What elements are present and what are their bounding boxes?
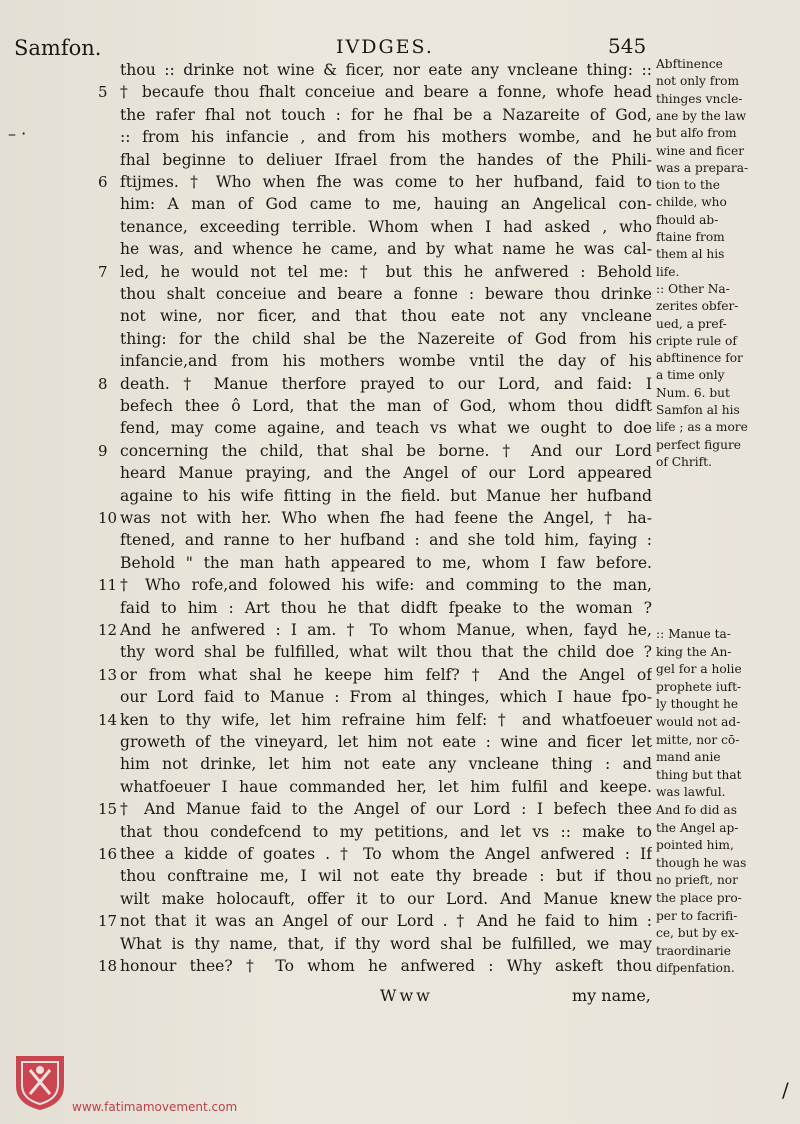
margin-note-line: :: Other Na-: [656, 281, 730, 296]
text-line: our Lord faid to Manue : From al thinges, which I haue fpo-: [120, 688, 652, 707]
margin-note-line: tion to the: [656, 178, 720, 193]
verse-number: 9: [98, 441, 108, 460]
corner-mark: /: [782, 1078, 789, 1102]
page-number: 545: [608, 34, 647, 58]
running-head-book: IVDGES.: [336, 36, 434, 58]
margin-note-line: Num. 6. but: [656, 385, 730, 400]
margin-note-line: difpenfation.: [656, 961, 735, 976]
verse-number: 8: [98, 374, 108, 393]
text-line: † Who rofe,and folowed his wife: and comming to the man,: [120, 576, 652, 595]
catchword: my name,: [572, 986, 651, 1005]
text-line: him not drinke, let him not eate any vncleane thing : and: [120, 755, 652, 774]
text-line: wilt make holocauft, offer it to our Lord. And Manue knew: [120, 889, 652, 908]
margin-note-line: Samfon al his: [656, 403, 740, 417]
margin-note-line: fhould ab-: [656, 212, 719, 227]
keys-shield-icon: [12, 1052, 68, 1112]
text-line: concerning the child, that shal be borne. † And our Lord: [120, 441, 652, 460]
margin-note-line: ly thought he: [656, 697, 739, 712]
margin-note-line: ce, but by ex-: [656, 926, 739, 941]
margin-note-line: king the An-: [656, 644, 732, 659]
signature-mark: Www: [380, 986, 433, 1005]
text-line: faid to him : Art thou he that didft fpeake to the woman ?: [120, 598, 652, 617]
verse-number: 12: [98, 621, 118, 639]
verse-number: 7: [98, 262, 108, 281]
margin-note-line: ftaine from: [656, 230, 725, 244]
margin-note-line: ued, a pref-: [656, 316, 727, 331]
text-line: fend, may come againe, and teach vs what we ought to doe: [120, 419, 652, 438]
text-line: thou shalt conceiue and beare a fonne : beware thou drinke: [120, 285, 652, 303]
text-line: ftijmes. † Who when fhe was come to her hufband, faid to: [120, 173, 652, 191]
margin-note-line: was a prepara-: [656, 160, 749, 175]
text-line: not wine, nor ficer, and that thou eate not any vncleane: [120, 307, 652, 326]
verse-number: 15: [98, 800, 118, 819]
text-line: ken to thy wife, let him refraine him felf: † and whatfoeuer: [120, 710, 652, 729]
text-line: thou conftraine me, I wil not eate thy breade : but if thou: [120, 867, 652, 886]
margin-note-line: mand anie: [656, 750, 721, 765]
text-line: not that it was an Angel of our Lord . † And he faid to him :: [120, 912, 652, 931]
verse-number: 10: [98, 509, 118, 527]
margin-note-line: them al his: [656, 247, 725, 262]
margin-note-line: but alfo from: [656, 126, 737, 141]
text-line: † And Manue faid to the Angel of our Lord : I befech thee: [120, 800, 652, 819]
text-line: fhal beginne to deliuer Ifrael from the handes of the Phili-: [120, 150, 652, 169]
margin-note-line: :: Manue ta-: [656, 627, 731, 641]
text-line: groweth of the vineyard, let him not eate : wine and ficer let: [120, 733, 652, 751]
margin-note-line: the Angel ap-: [656, 820, 739, 835]
verse-number: 13: [98, 665, 118, 684]
text-line: death. † Manue therfore prayed to our Lord, and faid: I: [120, 374, 652, 393]
margin-note-line: the place pro-: [656, 891, 742, 905]
margin-note-line: perfect figure: [656, 437, 741, 452]
text-line: he was, and whence he came, and by what name he was cal-: [120, 240, 652, 259]
text-line: thee a kidde of goates . † To whom the Angel anfwered : If: [120, 845, 652, 863]
text-line: thy word shal be fulfilled, what wilt thou that the child doe ?: [120, 643, 652, 662]
margin-note-line: was lawful.: [656, 785, 726, 800]
verse-number: 5: [98, 83, 108, 102]
text-line: that thou condefcend to my petitions, and let vs :: make to: [120, 822, 652, 841]
verse-number: 11: [98, 576, 118, 595]
text-line: thou :: drinke not wine & ficer, nor eate any vncleane thing: ::: [120, 61, 652, 79]
text-line: whatfoeuer I haue commanded her, let him fulfil and keepe.: [120, 777, 652, 796]
text-line: was not with her. Who when fhe had feene the Angel, † ha-: [120, 509, 652, 527]
website-watermark: www.fatimamovement.com: [72, 1100, 238, 1114]
margin-note-line: would not ad-: [656, 715, 741, 729]
margin-note-line: childe, who: [656, 195, 727, 210]
margin-note-line: of Chrift.: [656, 454, 712, 469]
margin-note-line: mitte, nor cō-: [656, 732, 740, 747]
margin-note-line: gel for a holie: [656, 662, 742, 677]
text-line: thing: for the child shal be the Nazereite of God from his: [120, 329, 652, 348]
margin-note-line: abftinence for: [656, 351, 743, 366]
margin-note-line: Abftinence: [656, 57, 723, 71]
margin-note-line: prophete iuft-: [656, 679, 742, 694]
text-line: tenance, exceeding terrible. Whom when I had asked , who: [120, 217, 652, 236]
verse-number: 16: [98, 845, 118, 863]
text-line: the rafer fhal not touch : for he fhal be a Nazareite of God,: [120, 105, 652, 124]
margin-note-line: pointed him,: [656, 838, 734, 853]
running-head-left: Samfon.: [14, 36, 102, 60]
verse-number: 6: [98, 173, 108, 191]
text-line: him: A man of God came to me, hauing an Angelical con-: [120, 195, 652, 214]
text-line: befech thee ô Lord, that the man of God, whom thou didft: [120, 397, 652, 415]
margin-note-line: thing but that: [656, 767, 742, 782]
text-line: againe to his wife fitting in the field. but Manue her hufband: [120, 486, 652, 505]
verse-number: 14: [98, 710, 118, 729]
text-line: heard Manue praying, and the Angel of our Lord appeared: [120, 464, 652, 483]
text-line: :: from his infancie , and from his mothers wombe, and he: [120, 128, 652, 147]
verse-number: 18: [98, 957, 118, 975]
text-line: Behold " the man hath appeared to me, whom I faw before.: [120, 553, 652, 572]
margin-note-line: ane by the law: [656, 108, 747, 123]
text-line: What is thy name, that, if thy word shal be fulfilled, we may: [120, 934, 652, 953]
text-line: honour thee? † To whom he anfwered : Why askeft thou: [120, 957, 652, 975]
margin-note-line: zerites obfer-: [656, 299, 739, 314]
margin-note-line: wine and ficer: [656, 143, 745, 158]
margin-note-line: life.: [656, 264, 680, 279]
margin-note-line: though he was: [656, 855, 747, 870]
margin-note-line: per to facrifi-: [656, 908, 738, 923]
fatima-movement-logo: [12, 1052, 68, 1112]
margin-mark: – ·: [8, 124, 27, 143]
verse-number: 17: [98, 912, 118, 931]
margin-note-line: thinges vncle-: [656, 91, 743, 106]
text-line: † becaufe thou fhalt conceiue and beare a fonne, whofe head: [120, 83, 652, 102]
text-line: or from what shal he keepe him felf? † And the Angel of: [120, 665, 652, 684]
text-line: And he anfwered : I am. † To whom Manue, when, fayd he,: [120, 621, 652, 639]
text-line: infancie,and from his mothers wombe vntil the day of his: [120, 352, 652, 371]
margin-note-line: no prieft, nor: [656, 873, 738, 888]
margin-note-line: not only from: [656, 74, 740, 89]
margin-note-line: a time only: [656, 368, 725, 383]
text-line: ftened, and ranne to her hufband : and she told him, faying :: [120, 531, 652, 550]
margin-note-line: life ; as a more: [656, 420, 748, 435]
margin-note-line: And fo did as: [656, 803, 737, 817]
text-line: led, he would not tel me: † but this he anfwered : Behold: [120, 262, 652, 281]
margin-note-line: traordinarie: [656, 943, 731, 958]
margin-note-line: cripte rule of: [656, 333, 737, 348]
